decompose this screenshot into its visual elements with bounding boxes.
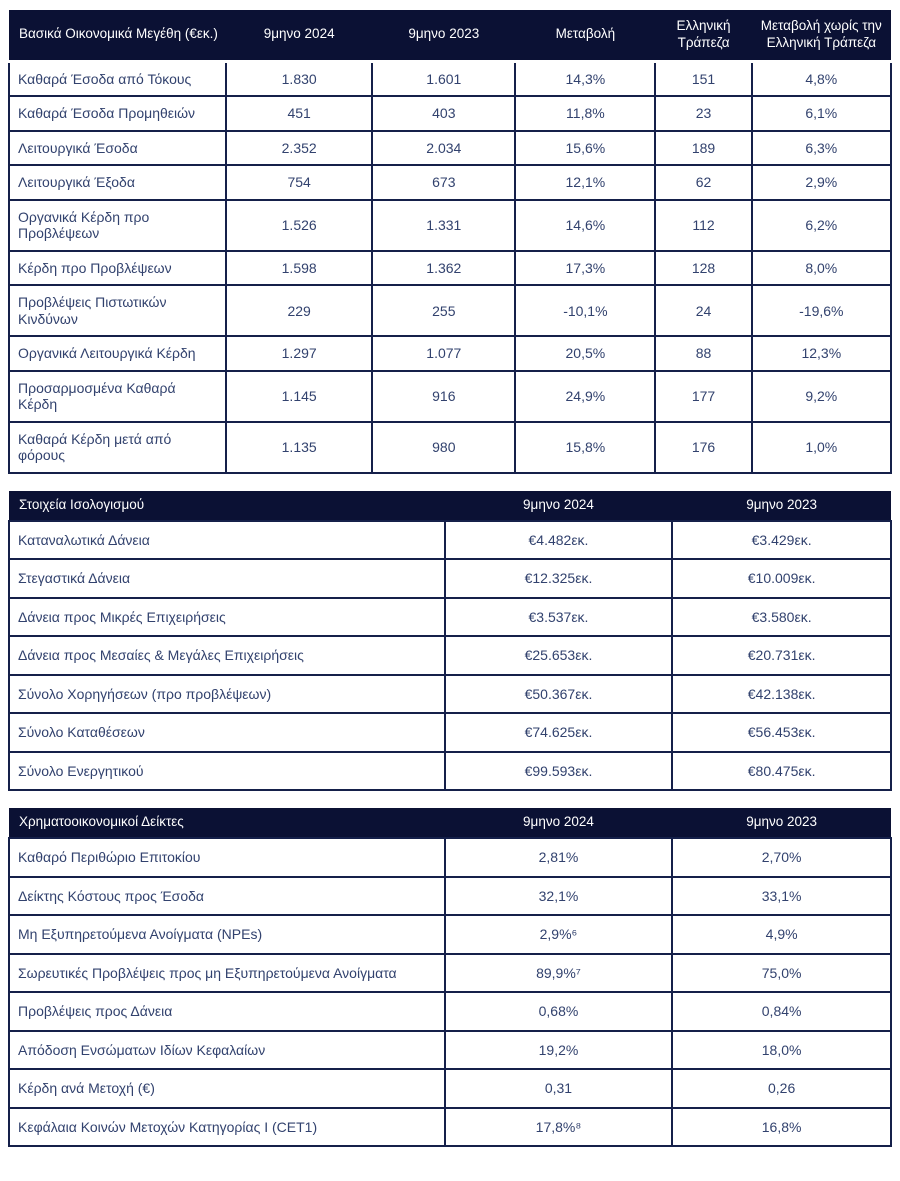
table-row (9, 1069, 891, 1108)
value-cell: 4,9% (672, 915, 891, 954)
value-cell: 15,6% (515, 131, 655, 166)
table-row (9, 336, 891, 371)
table-row (9, 131, 891, 166)
value-cell: 33,1% (672, 877, 891, 916)
table-row (9, 61, 891, 96)
value-cell: €10.009εκ. (672, 559, 891, 598)
column-header: 9μηνο 2024 (445, 808, 673, 838)
table-row (9, 636, 891, 675)
value-cell: 18,0% (672, 1031, 891, 1070)
table-row (9, 675, 891, 714)
row-label: Στεγαστικά Δάνεια (9, 559, 445, 598)
row-label: Προσαρμοσμένα Καθαρά Κέρδη (9, 371, 226, 422)
table-row (9, 165, 891, 200)
table-row (9, 559, 891, 598)
value-cell: €3.537εκ. (445, 598, 673, 637)
balance-sheet-table (8, 491, 892, 791)
value-cell: 1.077 (372, 336, 515, 371)
value-cell: 980 (372, 422, 515, 473)
column-header: 9μηνο 2023 (672, 491, 891, 521)
table-row (9, 422, 891, 473)
header-row (9, 10, 891, 61)
value-cell: 403 (372, 96, 515, 131)
value-cell: 75,0% (672, 954, 891, 993)
row-label: Προβλέψεις προς Δάνεια (9, 992, 445, 1031)
value-cell: 916 (372, 371, 515, 422)
row-label: Προβλέψεις Πιστωτικών Κινδύνων (9, 285, 226, 336)
value-cell: 0,84% (672, 992, 891, 1031)
row-label: Σύνολο Ενεργητικού (9, 752, 445, 791)
value-cell: 32,1% (445, 877, 673, 916)
value-cell: -10,1% (515, 285, 655, 336)
row-label: Καθαρά Έσοδα από Τόκους (9, 61, 226, 96)
value-cell: €56.453εκ. (672, 713, 891, 752)
value-cell: 128 (655, 251, 751, 286)
value-cell: 17,8%⁸ (445, 1108, 673, 1147)
column-header: Μεταβολή χωρίς την Ελληνική Τράπεζα (752, 10, 891, 61)
row-label: Σωρευτικές Προβλέψεις προς μη Εξυπηρετούμενα Ανοίγματα (9, 954, 445, 993)
value-cell: 673 (372, 165, 515, 200)
value-cell: 12,3% (752, 336, 891, 371)
value-cell: 189 (655, 131, 751, 166)
value-cell: 0,31 (445, 1069, 673, 1108)
column-header: 9μηνο 2024 (445, 491, 673, 521)
key-financials-table (8, 10, 892, 474)
table-row (9, 992, 891, 1031)
table-row (9, 838, 891, 877)
value-cell: 112 (655, 200, 751, 251)
value-cell: 451 (226, 96, 372, 131)
row-label: Οργανικά Κέρδη προ Προβλέψεων (9, 200, 226, 251)
value-cell: 12,1% (515, 165, 655, 200)
row-label: Κέρδη προ Προβλέψεων (9, 251, 226, 286)
value-cell: 1.598 (226, 251, 372, 286)
value-cell: 17,3% (515, 251, 655, 286)
value-cell: 6,2% (752, 200, 891, 251)
row-label: Λειτουργικά Έξοδα (9, 165, 226, 200)
value-cell: 1.331 (372, 200, 515, 251)
value-cell: 754 (226, 165, 372, 200)
value-cell: €99.593εκ. (445, 752, 673, 791)
table-title: Βασικά Οικονομικά Μεγέθη (€εκ.) (9, 10, 226, 61)
value-cell: 1.145 (226, 371, 372, 422)
value-cell: 23 (655, 96, 751, 131)
table-row (9, 285, 891, 336)
table-row (9, 200, 891, 251)
table-row (9, 1031, 891, 1070)
table-row (9, 954, 891, 993)
column-header: Ελληνική Τράπεζα (655, 10, 751, 61)
value-cell: 2,9%⁶ (445, 915, 673, 954)
value-cell: 0,68% (445, 992, 673, 1031)
value-cell: -19,6% (752, 285, 891, 336)
row-label: Κέρδη ανά Μετοχή (€) (9, 1069, 445, 1108)
table-title: Στοιχεία Ισολογισμού (9, 491, 445, 521)
row-label: Καθαρά Έσοδα Προμηθειών (9, 96, 226, 131)
value-cell: 0,26 (672, 1069, 891, 1108)
value-cell: 9,2% (752, 371, 891, 422)
row-label: Κεφάλαια Κοινών Μετοχών Κατηγορίας I (CET1) (9, 1108, 445, 1147)
column-header: 9μηνο 2024 (226, 10, 372, 61)
table-row (9, 251, 891, 286)
value-cell: 1.601 (372, 61, 515, 96)
value-cell: 62 (655, 165, 751, 200)
value-cell: 88 (655, 336, 751, 371)
value-cell: 1.297 (226, 336, 372, 371)
value-cell: 2,81% (445, 838, 673, 877)
value-cell: €12.325εκ. (445, 559, 673, 598)
value-cell: 2.352 (226, 131, 372, 166)
value-cell: 2,70% (672, 838, 891, 877)
value-cell: 2,9% (752, 165, 891, 200)
row-label: Σύνολο Χορηγήσεων (προ προβλέψεων) (9, 675, 445, 714)
table-row (9, 521, 891, 560)
value-cell: 1.526 (226, 200, 372, 251)
row-label: Λειτουργικά Έσοδα (9, 131, 226, 166)
value-cell: 1.362 (372, 251, 515, 286)
row-label: Δάνεια προς Μεσαίες & Μεγάλες Επιχειρήσεις (9, 636, 445, 675)
value-cell: 24 (655, 285, 751, 336)
value-cell: 1.135 (226, 422, 372, 473)
row-label: Καθαρά Κέρδη μετά από φόρους (9, 422, 226, 473)
value-cell: 229 (226, 285, 372, 336)
table-row (9, 915, 891, 954)
value-cell: 255 (372, 285, 515, 336)
value-cell: €74.625εκ. (445, 713, 673, 752)
value-cell: 16,8% (672, 1108, 891, 1147)
value-cell: 1,0% (752, 422, 891, 473)
value-cell: 89,9%⁷ (445, 954, 673, 993)
table-title: Χρηματοοικονομικοί Δείκτες (9, 808, 445, 838)
table-header-row (9, 10, 891, 61)
row-label: Μη Εξυπηρετούμενα Ανοίγματα (NPEs) (9, 915, 445, 954)
row-label: Δάνεια προς Μικρές Επιχειρήσεις (9, 598, 445, 637)
row-label: Καταναλωτικά Δάνεια (9, 521, 445, 560)
value-cell: 1.830 (226, 61, 372, 96)
value-cell: 14,6% (515, 200, 655, 251)
table-row (9, 598, 891, 637)
header-row (9, 808, 891, 838)
table-header-row (9, 808, 891, 838)
financial-ratios-table (8, 808, 892, 1147)
value-cell: €20.731εκ. (672, 636, 891, 675)
value-cell: 6,1% (752, 96, 891, 131)
value-cell: 6,3% (752, 131, 891, 166)
table-body (9, 61, 891, 473)
table-row (9, 713, 891, 752)
column-header: 9μηνο 2023 (672, 808, 891, 838)
table-row (9, 1108, 891, 1147)
value-cell: 24,9% (515, 371, 655, 422)
value-cell: 4,8% (752, 61, 891, 96)
row-label: Οργανικά Λειτουργικά Κέρδη (9, 336, 226, 371)
value-cell: 20,5% (515, 336, 655, 371)
header-row (9, 491, 891, 521)
value-cell: 176 (655, 422, 751, 473)
value-cell: 14,3% (515, 61, 655, 96)
value-cell: 2.034 (372, 131, 515, 166)
value-cell: 19,2% (445, 1031, 673, 1070)
column-header: Μεταβολή (515, 10, 655, 61)
value-cell: €3.429εκ. (672, 521, 891, 560)
row-label: Σύνολο Καταθέσεων (9, 713, 445, 752)
row-label: Καθαρό Περιθώριο Επιτοκίου (9, 838, 445, 877)
value-cell: €3.580εκ. (672, 598, 891, 637)
column-header: 9μηνο 2023 (372, 10, 515, 61)
row-label: Απόδοση Ενσώματων Ιδίων Κεφαλαίων (9, 1031, 445, 1070)
table-header-row (9, 491, 891, 521)
table-row (9, 877, 891, 916)
value-cell: €4.482εκ. (445, 521, 673, 560)
value-cell: €80.475εκ. (672, 752, 891, 791)
table-row (9, 96, 891, 131)
value-cell: €50.367εκ. (445, 675, 673, 714)
table-body (9, 521, 891, 791)
table-body (9, 838, 891, 1146)
row-label: Δείκτης Κόστους προς Έσοδα (9, 877, 445, 916)
value-cell: 177 (655, 371, 751, 422)
value-cell: €25.653εκ. (445, 636, 673, 675)
value-cell: 11,8% (515, 96, 655, 131)
table-row (9, 371, 891, 422)
value-cell: 8,0% (752, 251, 891, 286)
value-cell: 151 (655, 61, 751, 96)
table-row (9, 752, 891, 791)
value-cell: 15,8% (515, 422, 655, 473)
value-cell: €42.138εκ. (672, 675, 891, 714)
